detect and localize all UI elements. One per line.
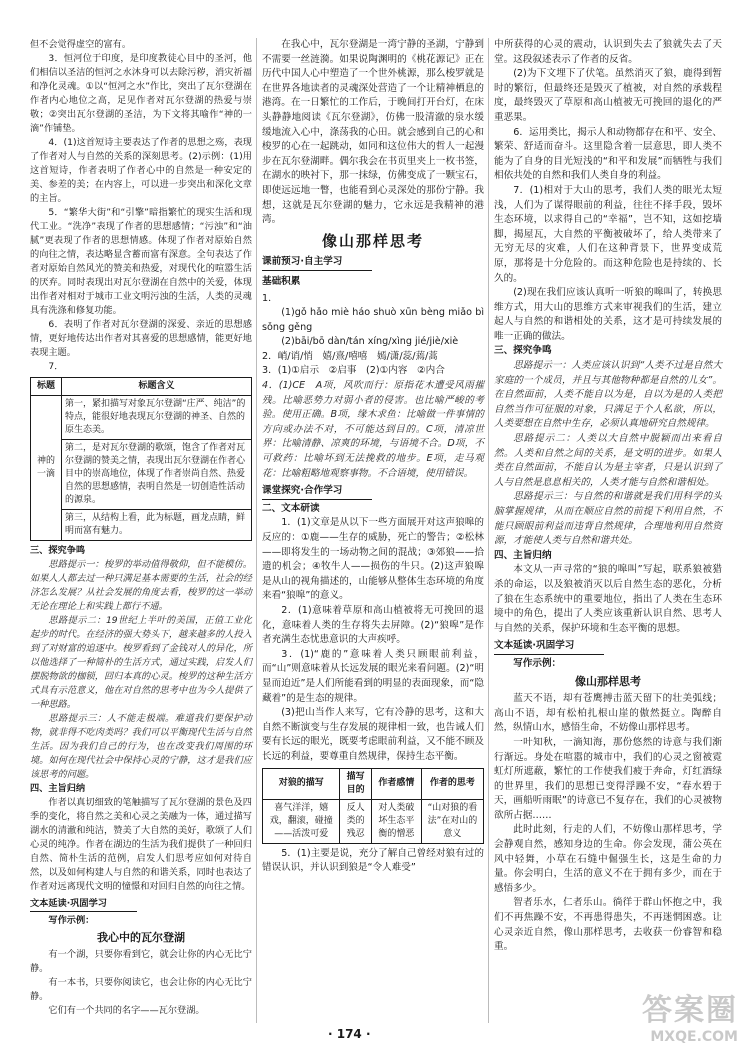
table-header: 对狼的描写 [263, 768, 340, 799]
column-middle [262, 38, 484, 876]
column-divider [488, 38, 489, 1023]
table-cell-title: 神的一滴 [31, 396, 62, 541]
watermark-text: 答案圈 [642, 993, 738, 1028]
answer-3: 3．恒河位于印度，是印度教徒心目中的圣河，他们相信以圣洁的恒河之水沐身可以去除污秽，消灾祈福和净化灵魂。①以“恒河之水”作比，突出了瓦尔登湖在作者内心地位之高，足见作者对瓦尔登湖的热爱与崇敬；②突出瓦尔登湖的圣洁，为下文将其喻作“神的一滴”作铺垫。 [30, 53, 252, 134]
table-cell: 第三，从结构上看，此为标题，画龙点睛，鲜明而富有魅力。 [62, 510, 252, 541]
reading-answer: (3)把山当作人来写，它有冷静的思考，这和大自然不断演变与生存发展的规律相一致，也告诫人们要有长远的眼光，既要考虑眼前利益，又不能不顾及长远的利益，要尊重自然规律，保持生态平衡。 [262, 707, 484, 762]
answer-2: 2．峭/诮/悄 嬉/熹/嘻嘻 嫣/潇/蕊/蔫/蒿 [262, 350, 438, 362]
table-cell: 第一，紧扣描写对象瓦尔登湖“庄严、纯洁”的特点，能很好地表现瓦尔登湖的神圣、自然的原生态美。 [62, 396, 252, 440]
section-heading: 四、主旨归纳 [494, 549, 552, 561]
answer-3: 3．(1)①启示 ②启事 (2)①内容 ②内合 [262, 365, 445, 377]
table-cell: 喜气洋洋，嬉戏，翻滚，碰撞——活泼可爱 [263, 799, 340, 843]
answer-4: 4．(1)这首短诗主要表达了作者的思想之殇，表现了作者对人与自然的关系的深刻思考。(2)示例：(1)用这首短诗，作者表明了作者心中的自然是一种安定的美、参差的美；在内容上，可以进一步突出和深化文章的主旨。 [30, 137, 252, 204]
table-header: 描写目的 [340, 768, 371, 799]
writing-example-label: 写作示例： [48, 915, 95, 926]
paragraph: (2)为下文埋下了伏笔。虽然消灭了狼，鹿得到暂时的繁衍，但最终还是毁灭了植被，对自然的承载程度，最终毁灭了草原和高山植被无可挽回的退化的严重恶果。 [494, 68, 722, 123]
answer-7: 7．(1)相对于大山的思考，我们人类的眼光太短浅，人们为了谋得眼前的利益，往往不择手段，毁坏生态环境，以求得自己的“幸福”，岂不知，这如挖墙脚，揭屋瓦，大自然的平衡被破坏了，给人类带来了无穷无尽的灾难，人们在这种背景下，世界变成荒原，那将是十分危险的。而这种危险也是持续的、长久的。 [494, 184, 722, 284]
reading-answer: 2．(1)意味着草原和高山植被将无可挽回的退化，意味着人类的生存将失去屏障。(2)“狼嗥”是作者充满生态忧患意识的大声疾呼。 [262, 604, 484, 646]
theme-summary: 本文从一声寻常的“狼的嗥叫”写起，联系狼被猎杀的命运，以及狼被消灭以后自然生态的恶化，分析了狼在生态系统中的重要地位，指出了人类在生态环境中的角色，提出了人类应该重新认识自然、思考人与自然的关系，保护环境和生态平衡的思想。 [494, 564, 722, 634]
table-header: 标题含义 [62, 378, 252, 396]
pinyin-line: (2)bāi/bō dàn/tán xíng/xìng jié/jiè/xiè [281, 336, 459, 348]
lesson-title: 像山那样思考 [321, 231, 424, 250]
essay-paragraph: 一叶知秋，一滴知海，那份悠然的诗意与我们渐行渐远。身处在喧嚣的城市中，我们的心灵之窗被霓虹灯所遮蔽，繁忙的工作使我们疲于奔命，灯红酒绿的世界里，我们的思想已变得浮躁不安，“春水碧于天，画船听雨眠”的诗意已不复存在，我们的心灵被物欲所占据…… [494, 736, 722, 821]
answer-5: 5．“繁华大街”和“引擎”暗指繁忙的现实生活和现代工业。“洗净”表现了作者的思想感情；“污浊”和“油腻”更表现了作者的思想情感。体现了作者对原始自然的向往之情，表达略显含蓄而富有深意。全句表达了作者对原始自然风光的赞美和热爱，对现代化的喧嚣生活的厌弃。同时表现出对瓦尔登湖在自然中的关爱，体现出作者对相对于城市工业文明污浊的生活，人类的灵魂具有洗涤和修复功能。 [30, 207, 252, 316]
reading-answer: 3．(1)“鹿的”意味着人类只顾眼前利益，而“山”则意味着从长远发展的眼光来看问题。(2)“明显而迫近”是人们所能看到的明显的表面现象，而“隐藏着”的是生态的规律。 [262, 648, 484, 704]
answer-7-label: 7． [48, 361, 64, 372]
answer-1-label: 1． [262, 292, 278, 304]
paragraph: 中所获得的心灵的震动，认识到失去了狼就失去了天堂。这段叙述表示了作者的反省。 [494, 39, 722, 65]
section-bar: 文本延读·巩固学习 [494, 639, 604, 655]
essay-paragraph: 有一本书，只要你阅读它，也会让你的内心无比宁静。 [30, 977, 252, 1002]
paragraph: 但不会觉得虚空的富有。 [30, 39, 132, 50]
essay-title: 像山那样思考 [575, 674, 641, 688]
table-header: 标题 [31, 378, 62, 396]
column-divider [256, 38, 257, 1023]
table-cell: 对人类破坏生态平衡的憎恶 [371, 799, 421, 843]
hint-2: 思路提示二：19世纪上半叶的美国，正值工业化起步的时代。在经济的强大势头下，越来越多的人投入到了对财富的追逐中。梭罗看到了金钱对人的异化，所以他选择了一种简朴的生活方式，通过实践，启发人们摆脱物欲的枷锁，回归本真的心灵。梭罗的这种生活方式具有示范意义，他在对自然的思考中也为今人提供了一种思路。 [30, 615, 252, 710]
answer-6: 6．表明了作者对瓦尔登湖的深爱、亲近的思想感情，更好地传达出作者对其喜爱的思想感情，能更好地表现主题。 [30, 319, 252, 358]
table-header: 作者感情 [371, 768, 421, 799]
paragraph: (2)现在我们应该认真听一听狼的嗥叫了，转换思维方式，用大山的思维方式来审视我们的生活，建立起人与自然的和谐相处的关系，这才是可持续发展的唯一正确的做法。 [494, 287, 722, 342]
essay-paragraph: 有一个湖，只要你看到它，就会让你的内心无比宁静。 [30, 949, 252, 974]
watermark-url: MXQE.COM [650, 1029, 738, 1045]
answer-4: 4．(1)CE A项，风吹而行：原指花木遭受风雨摧残。比喻恶势力对弱小者的侵害。也比喻严峻的考验。使用正确。B项，缘木求鱼：比喻做一件事情的方向或办法不对，不可能达到目的。C项，清凉世界：比喻清静、凉爽的环境，与语境不合。D项，不可救药：比喻坏到无法挽救的地步。E项，走马观花：比喻粗略地观察事物。不合语境，使用错误。 [262, 380, 484, 479]
table-cell: “山对狼的看法”在对山的意义 [421, 799, 483, 843]
table-cell: 第二，是对瓦尔登湖的歌颂，饱含了作者对瓦尔登湖的赞美之情，表现出瓦尔登湖在作者心目中的崇高地位，体现了作者崇尚自然、热爱自然的思想感情，表明自然是一切创造性活动的源泉。 [62, 440, 252, 510]
section-heading: 三、探究争鸣 [30, 545, 86, 556]
column-left [30, 38, 252, 1018]
column-right [494, 38, 722, 955]
essay-paragraph: 此时此刻，行走的人们，不妨像山那样思考，学会静观自然，感知身边的生命。你会发现，蒲公英在风中轻舞，小草在石缝中倔强生长，这是生命的力量。你会明白，生活的意义不在于拥有多少，而在于感悟多少。 [494, 824, 722, 894]
section-heading: 二、文本研读 [262, 502, 320, 514]
essay-paragraph: 在我心中，瓦尔登湖是一湾宁静的圣湖，宁静到不需要一丝涟漪。如果说陶渊明的《桃花源记》正在历代中国人心中塑造了一个世外桃源，那么梭罗就是在世界各地读者的灵魂深处营造了一个让精神栖息的港湾。在一日繁忙的工作后，于晚间打开台灯，在床头静静地阅读《瓦尔登湖》，仿佛一股清澈的泉水缓缓地流入心中，涤荡我的心田。就会感到自己的心和梭罗的心在一起跳动，如同和这位伟大的哲人一起漫步在瓦尔登湖畔。偶尔我会在书页里夹上一枚书签，在湖水的映衬下，那一抹绿，仿佛变成了一颗宝石，即使远远地一瞥，也能看到心灵深处的那份宁静。我想，这就是瓦尔登湖的魅力，它永远是我精神的港湾。 [262, 39, 484, 226]
hint-1: 思路提示一：人类应该认识到“人类不过是自然大家庭的一个成员，并且与其他物种都是自然的儿女”。在自然面前，人类不能自以为是，自以为是的人类把自然当作可征服的对象，只满足于个人私欲，所以，人类要想在自然中生存，必须认真地研究自然规律。 [494, 360, 722, 430]
page-number: · 174 · [328, 1027, 371, 1041]
essay-paragraph: 它们有一个共同的名字——瓦尔登湖。 [48, 1005, 205, 1016]
table-header: 作者的思考 [421, 768, 483, 799]
essay-paragraph: 智者乐水，仁者乐山。徜徉于群山怀抱之中，我们不再焦躁不安，不再患得患失，不再迷惘困惑。让心灵亲近自然，像山那样思考，去收获一份睿智和稳重。 [494, 897, 722, 953]
watermark [642, 985, 738, 1045]
pinyin-line: (1)gǒ hǎo miè háo shuò xūn bèng miǎo bì sǒng gěng [262, 307, 484, 333]
theme-summary: 作者以真切细致的笔触描写了瓦尔登湖的景色及四季的变化，将自然之美和心灵之美融为一体，通过描写湖水的清澈和纯洁，赞美了大自然的美好，歌颂了人们心灵的纯净。作者在湖边的生活为我们提供了一种回归自然、简朴生活的范例，启发人们思考应如何对待自然，以及如何构建人与自然的和谐关系，同时也表达了作者对远离现代文明的憧憬和对回归自然的向往之情。 [30, 797, 252, 892]
section-bar: 课前预习·自主学习 [262, 255, 372, 271]
reading-answer: 1．(1)文章是从以下一些方面展开对这声狼嗥的反应的：①鹿——生存的威胁，死亡的警告；②松林——即将发生的一场动物之间的混战；③郊狼——拾遗的机会；④牧牛人——损伤的牛只。(2)这声狼嗥是从山的视角描述的，山能够从整体生态环境的角度来看“狼嗥”的意义。 [262, 517, 484, 602]
section-bar: 文本延读·巩固学习 [30, 897, 137, 912]
essay-paragraph: 蓝天不语，却有苍鹰搏击蓝天留下的壮美弧线；高山不语，却有松柏扎根山崖的傲然挺立。陶醉自然，纵情山水，感悟生命，不妨像山那样思考。 [494, 693, 722, 734]
table-cell: 反人类的残忍 [340, 799, 371, 843]
section-heading: 四、主旨归纳 [30, 783, 86, 794]
answer-6: 6．运用类比，揭示人和动物都存在和平、安全、繁荣、舒适而奋斗。这里隐含着一层意思，即人类不能为了自身的目光短浅的“和平和发展”而牺牲与我们相依共处的自然和我们人类自身的利益。 [494, 126, 722, 182]
wolf-analysis-table [262, 768, 484, 844]
section-heading: 基础积累 [262, 275, 301, 287]
hint-3: 思路提示三：人不能走极端。难道我们要保护动物，就非得不吃肉类吗？我们可以平衡现代生活与自然生活。因为我们自己的行为，也在改变我们周围的环境。如何在现代社会中保持心灵的宁静，这才是我们应该思考的问题。 [30, 713, 252, 780]
reading-answer: 5．(1)主要是说，充分了解自己曾经对狼有过的错误认识，并认识到狼是“令人难受” [262, 847, 484, 874]
section-heading: 三、探究争鸣 [494, 345, 552, 357]
hint-3: 思路提示三：与自然的和谐就是我们用科学的头脑掌握规律，从而在顺应自然的前提下利用自然，不能只顾眼前利益而违背自然规律，合理地利用自然资源，才能使人类与自然和谐共处。 [494, 491, 722, 547]
title-meaning-table [30, 377, 252, 541]
hint-1: 思路提示一：梭罗的举动值得敬仰，但不能模仿。如果人人都去过一种只满足基本需要的生活，社会的经济怎么发展？从社会发展的角度去看，梭罗的这一举动无论在理论上和实践上都行不通。 [30, 559, 252, 612]
writing-example-label: 写作示例： [513, 657, 562, 669]
hint-2: 思路提示二：人类以大自然中脱颖而出来看自然。人类和自然之间的关系，是文明的进步。如果人类在自然面前，不能自认为是主宰者，只是认识到了人与自然是息息相关的，人类才能与自然和谐相处。 [494, 433, 722, 488]
section-bar: 课堂探究·合作学习 [262, 484, 372, 500]
essay-title: 我心中的瓦尔登湖 [97, 931, 185, 944]
